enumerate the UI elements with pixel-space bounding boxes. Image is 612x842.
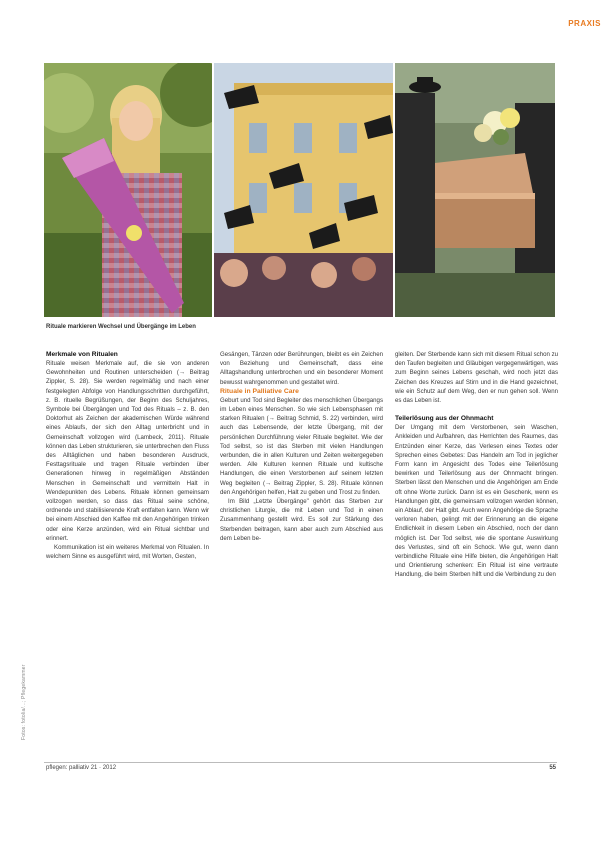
photo-credit: Fotos: fotolia/...; Pflegekammer bbox=[21, 664, 27, 740]
paragraph: Der Umgang mit dem Verstorbenen, sein Waschen, Ankleiden und Aufbahren, das Herrichten des Raumes, das Entzünden einer Kerze, das Verlesen eines Textes oder Sprechen eines Gebetes: Das Handeln am Tod in jeglicher Form kann im Angesicht des Todes eine Teilerlösung bewirken und Teilerlösung aus der Ohnmacht bringen. Sterben lässt den Menschen und die Angehörigen am Ende oft ohne Worte zurück. Dann ist es ein Geschenk, wenn es Handlungen gibt, die gemeinsam vollzogen werden können, ein Ablauf, der Halt gibt. Auch wenn Angehörige die Sprache verloren haben, gelingt mit der Erinnerung an die eigene Endlichkeit in diesem Leben ein Abschied, noch der dann möglich ist. Der Tod selbst, wie die spontane Auswirkung des Verlustes, sind oft ein Schock. Wie gut, wenn dann verbindliche Rituale eine Hilfe bieten, die Angehörigen Halt und Orientierung schenken: Ein Ritual ist eine vertraute Handlung, die beim Sterben hilft und die Verbindung zu den bbox=[395, 424, 558, 579]
photo-coffin-funeral bbox=[395, 63, 555, 317]
page-number: 55 bbox=[549, 765, 556, 771]
section-tag: PRAXIS bbox=[568, 19, 601, 28]
paragraph: Gesängen, Tänzen oder Berührungen, bleibt es ein Zeichen von Beziehung und Gemeinschaft, dass eine Alltagshandlung unterbrochen und ein besonderer Moment bewusst wahrgenommen und gestaltet wird. bbox=[220, 351, 383, 386]
footer-publication: pflegen: palliativ 21 · 2012 bbox=[46, 765, 117, 771]
paragraph: Im Bild „Letzte Übergänge" gehört das Sterben zur christlichen Liturgie, die mit Leben und Tod in einen Zusammenhang gestellt wird. Es soll zur Stärkung des Sterbenden beitragen, kann aber auch zum Abschied aus dem Leben be- bbox=[220, 498, 383, 542]
text-column-2 bbox=[220, 350, 383, 543]
paragraph: Geburt und Tod sind Begleiter des menschlichen Übergangs im Leben eines Menschen. So wie sich Lebensphasen mit starken Ritualen (→ Beitrag Schmid, S. 22) verbinden, wird auch das Lebensende, der letzte Übergang, mit der persönlichen Durchführung vieler Rituale begleitet. Wie der Tod selbst, so ist das Sterben mit vielen Handlungen verbunden, die in allen Kulturen und Zeiten weitergegeben werden. Alle Kulturen kennen Rituale und kultische Handlungen, die einen Verstorbenen auf seinem letzten Weg begleiten (→ Beitrag Zippler, S. 28). Rituale können den Angehörigen helfen, Halt zu geben und Trost zu finden. bbox=[220, 396, 383, 496]
text-column-1 bbox=[46, 350, 209, 561]
photo-girl-school-cone bbox=[44, 63, 212, 317]
paragraph: Kommunikation ist ein weiteres Merkmal von Ritualen. In welchem Sinne es ausgeführt wird, mit Worten, Gesten, bbox=[46, 544, 209, 561]
footer-divider bbox=[44, 762, 557, 763]
photo-strip bbox=[44, 63, 555, 317]
heading-palliative-care: Rituale in Palliative Care bbox=[220, 387, 299, 395]
photo-graduation-caps bbox=[214, 63, 393, 317]
heading-teilerloesung: Teilerlösung aus der Ohnmacht bbox=[395, 415, 494, 423]
heading-merkmale: Merkmale von Ritualen bbox=[46, 351, 118, 358]
paragraph: gleiten. Der Sterbende kann sich mit diesem Ritual schon zu den Taufen begleiten und Gläubigen vergegenwärtigen, was zum Beginn seines Lebens geschah, wird noch jetzt das Zeichen des Kreuzes auf Stirn und in die Hand gezeichnet, wie ein Schutz auf dem Weg, den er nun gehen soll. Wenn es das Leben ist. bbox=[395, 351, 558, 405]
paragraph: Rituale weisen Merkmale auf, die sie von anderen Gewohnheiten und Routinen unterscheiden (→ Beitrag Zippler, S. 28). Sie werden regelmäßig und nach einer festgelegten Abfolge von Handlungsschritten durchgeführt, z. B. rituelle Begrüßungen, der Beginn des Schuljahres, Symbole bei Übergängen und Tod des Rituals – z. B. den Doktorhut als Zeichen der akademischen Würde während eines Ablaufs, der sich den Alltag unterbricht und in Gemeinschaft vollzogen wird (Lambeck, 2011). Rituale können das Leben strukturieren, sie unterbrechen den Fluss des Alltäglichen und haben besonderen Ausdruck, Festtagsrituale und tragen Rituale verbinden über Generationen hinweg in regelmäßigen Abständen Menschen in Gemeinschaft und vermitteln Halt in Wendepunkten des Lebens. Rituale können gemeinsam vollzogen werden, so dass das Ritual seine schöne, ordnende und stabilisierende Kraft entfalten kann. Wenn wir bei einem Abschied den Kaffee mit den Angehörigen trinken oder eine Kerze anzünden, wird ein Ritual sichtbar und erinnert. bbox=[46, 360, 209, 542]
text-column-3 bbox=[395, 350, 558, 580]
photo-caption: Rituale markieren Wechsel und Übergänge im Leben bbox=[46, 324, 196, 330]
